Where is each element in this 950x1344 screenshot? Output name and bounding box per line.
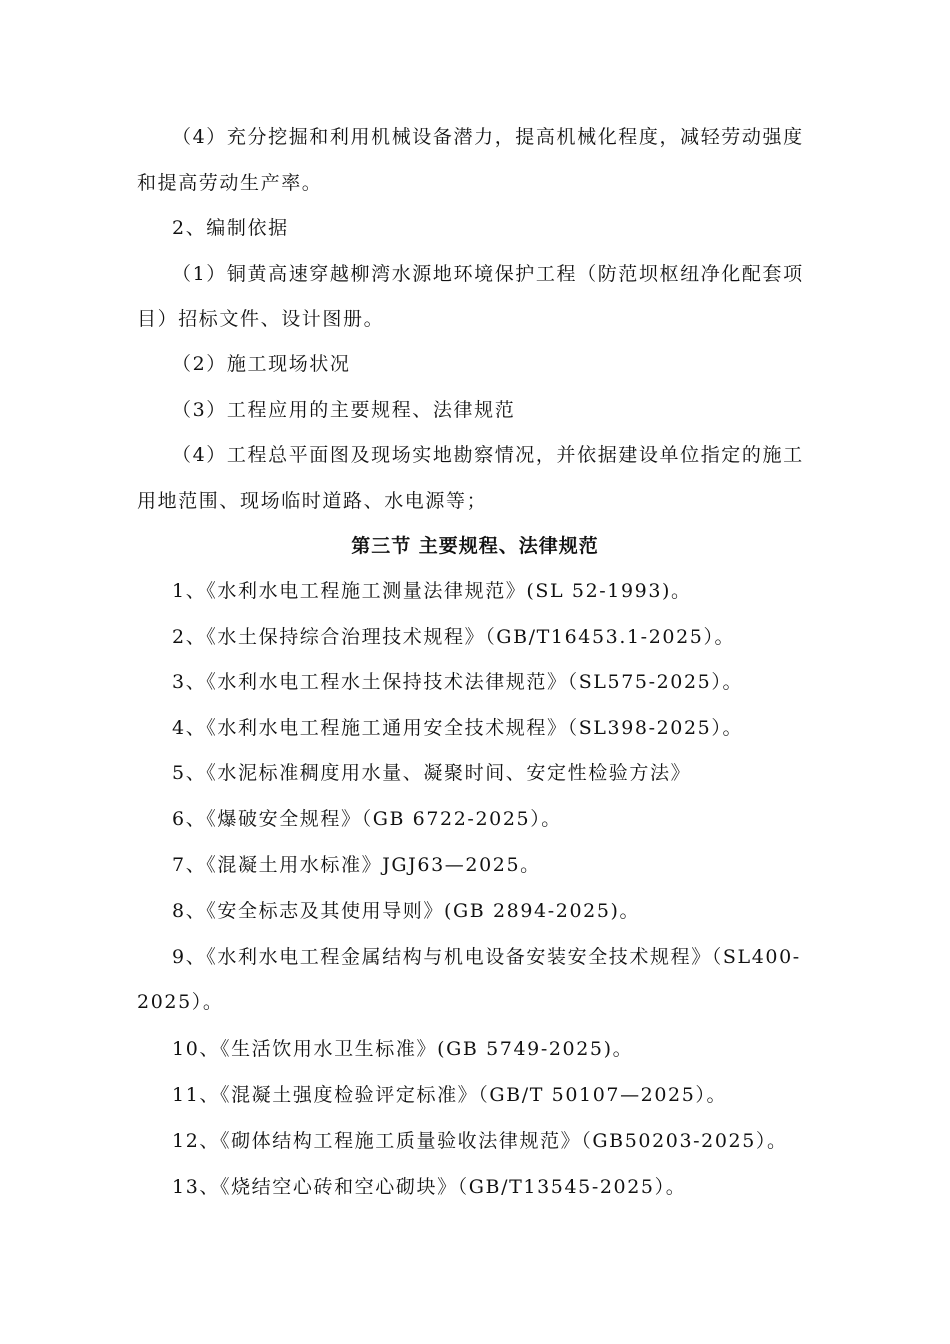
standard-item: 2、《水土保持综合治理技术规程》（GB/T16453.1-2025）。	[172, 626, 736, 648]
standard-item: 6、《爆破安全规程》（GB 6722-2025）。	[172, 808, 562, 830]
standard-item: 8、《安全标志及其使用导则》(GB 2894-2025)。	[172, 900, 641, 922]
standard-item: 4、《水利水电工程施工通用安全技术规程》（SL398-2025）。	[172, 717, 744, 739]
standard-item: 3、《水利水电工程水土保持技术法律规范》（SL575-2025）。	[172, 671, 744, 693]
basis-item-1-line-2: 目）招标文件、设计图册。	[137, 308, 385, 330]
basis-item-3: （3）工程应用的主要规程、法律规范	[172, 399, 516, 421]
standard-item: 5、《水泥标准稠度用水量、凝聚时间、安定性检验方法》	[172, 762, 692, 784]
standard-item: 9、《水利水电工程金属结构与机电设备安装安全技术规程》（SL400-	[172, 946, 801, 968]
standard-item: 12、《砌体结构工程施工质量验收法律规范》（GB50203-2025）。	[172, 1130, 788, 1152]
paragraph-4-line-1: （4）充分挖掘和利用机械设备潜力，提高机械化程度，减轻劳动强度	[172, 126, 804, 148]
basis-title: 2、编制依据	[172, 217, 289, 239]
standard-item: 7、《混凝土用水标准》JGJ63—2025。	[172, 854, 541, 876]
paragraph-4-line-2: 和提高劳动生产率。	[137, 172, 323, 194]
section-title: 第三节 主要规程、法律规范	[351, 535, 599, 557]
standard-item: 13、《烧结空心砖和空心砌块》（GB/T13545-2025）。	[172, 1176, 687, 1198]
basis-item-4-line-1: （4）工程总平面图及现场实地勘察情况，并依据建设单位指定的施工	[172, 444, 804, 466]
basis-item-2: （2）施工现场状况	[172, 353, 351, 375]
basis-item-4-line-2: 用地范围、现场临时道路、水电源等；	[137, 490, 488, 512]
standard-item-continuation: 2025）。	[137, 991, 224, 1013]
standard-item: 10、《生活饮用水卫生标准》(GB 5749-2025)。	[172, 1038, 634, 1060]
standard-item: 11、《混凝土强度检验评定标准》（GB/T 50107—2025）。	[172, 1084, 728, 1106]
basis-item-1-line-1: （1）铜黄高速穿越柳湾水源地环境保护工程（防范坝枢纽净化配套项	[172, 263, 804, 285]
standard-item: 1、《水利水电工程施工测量法律规范》(SL 52-1993)。	[172, 580, 692, 602]
